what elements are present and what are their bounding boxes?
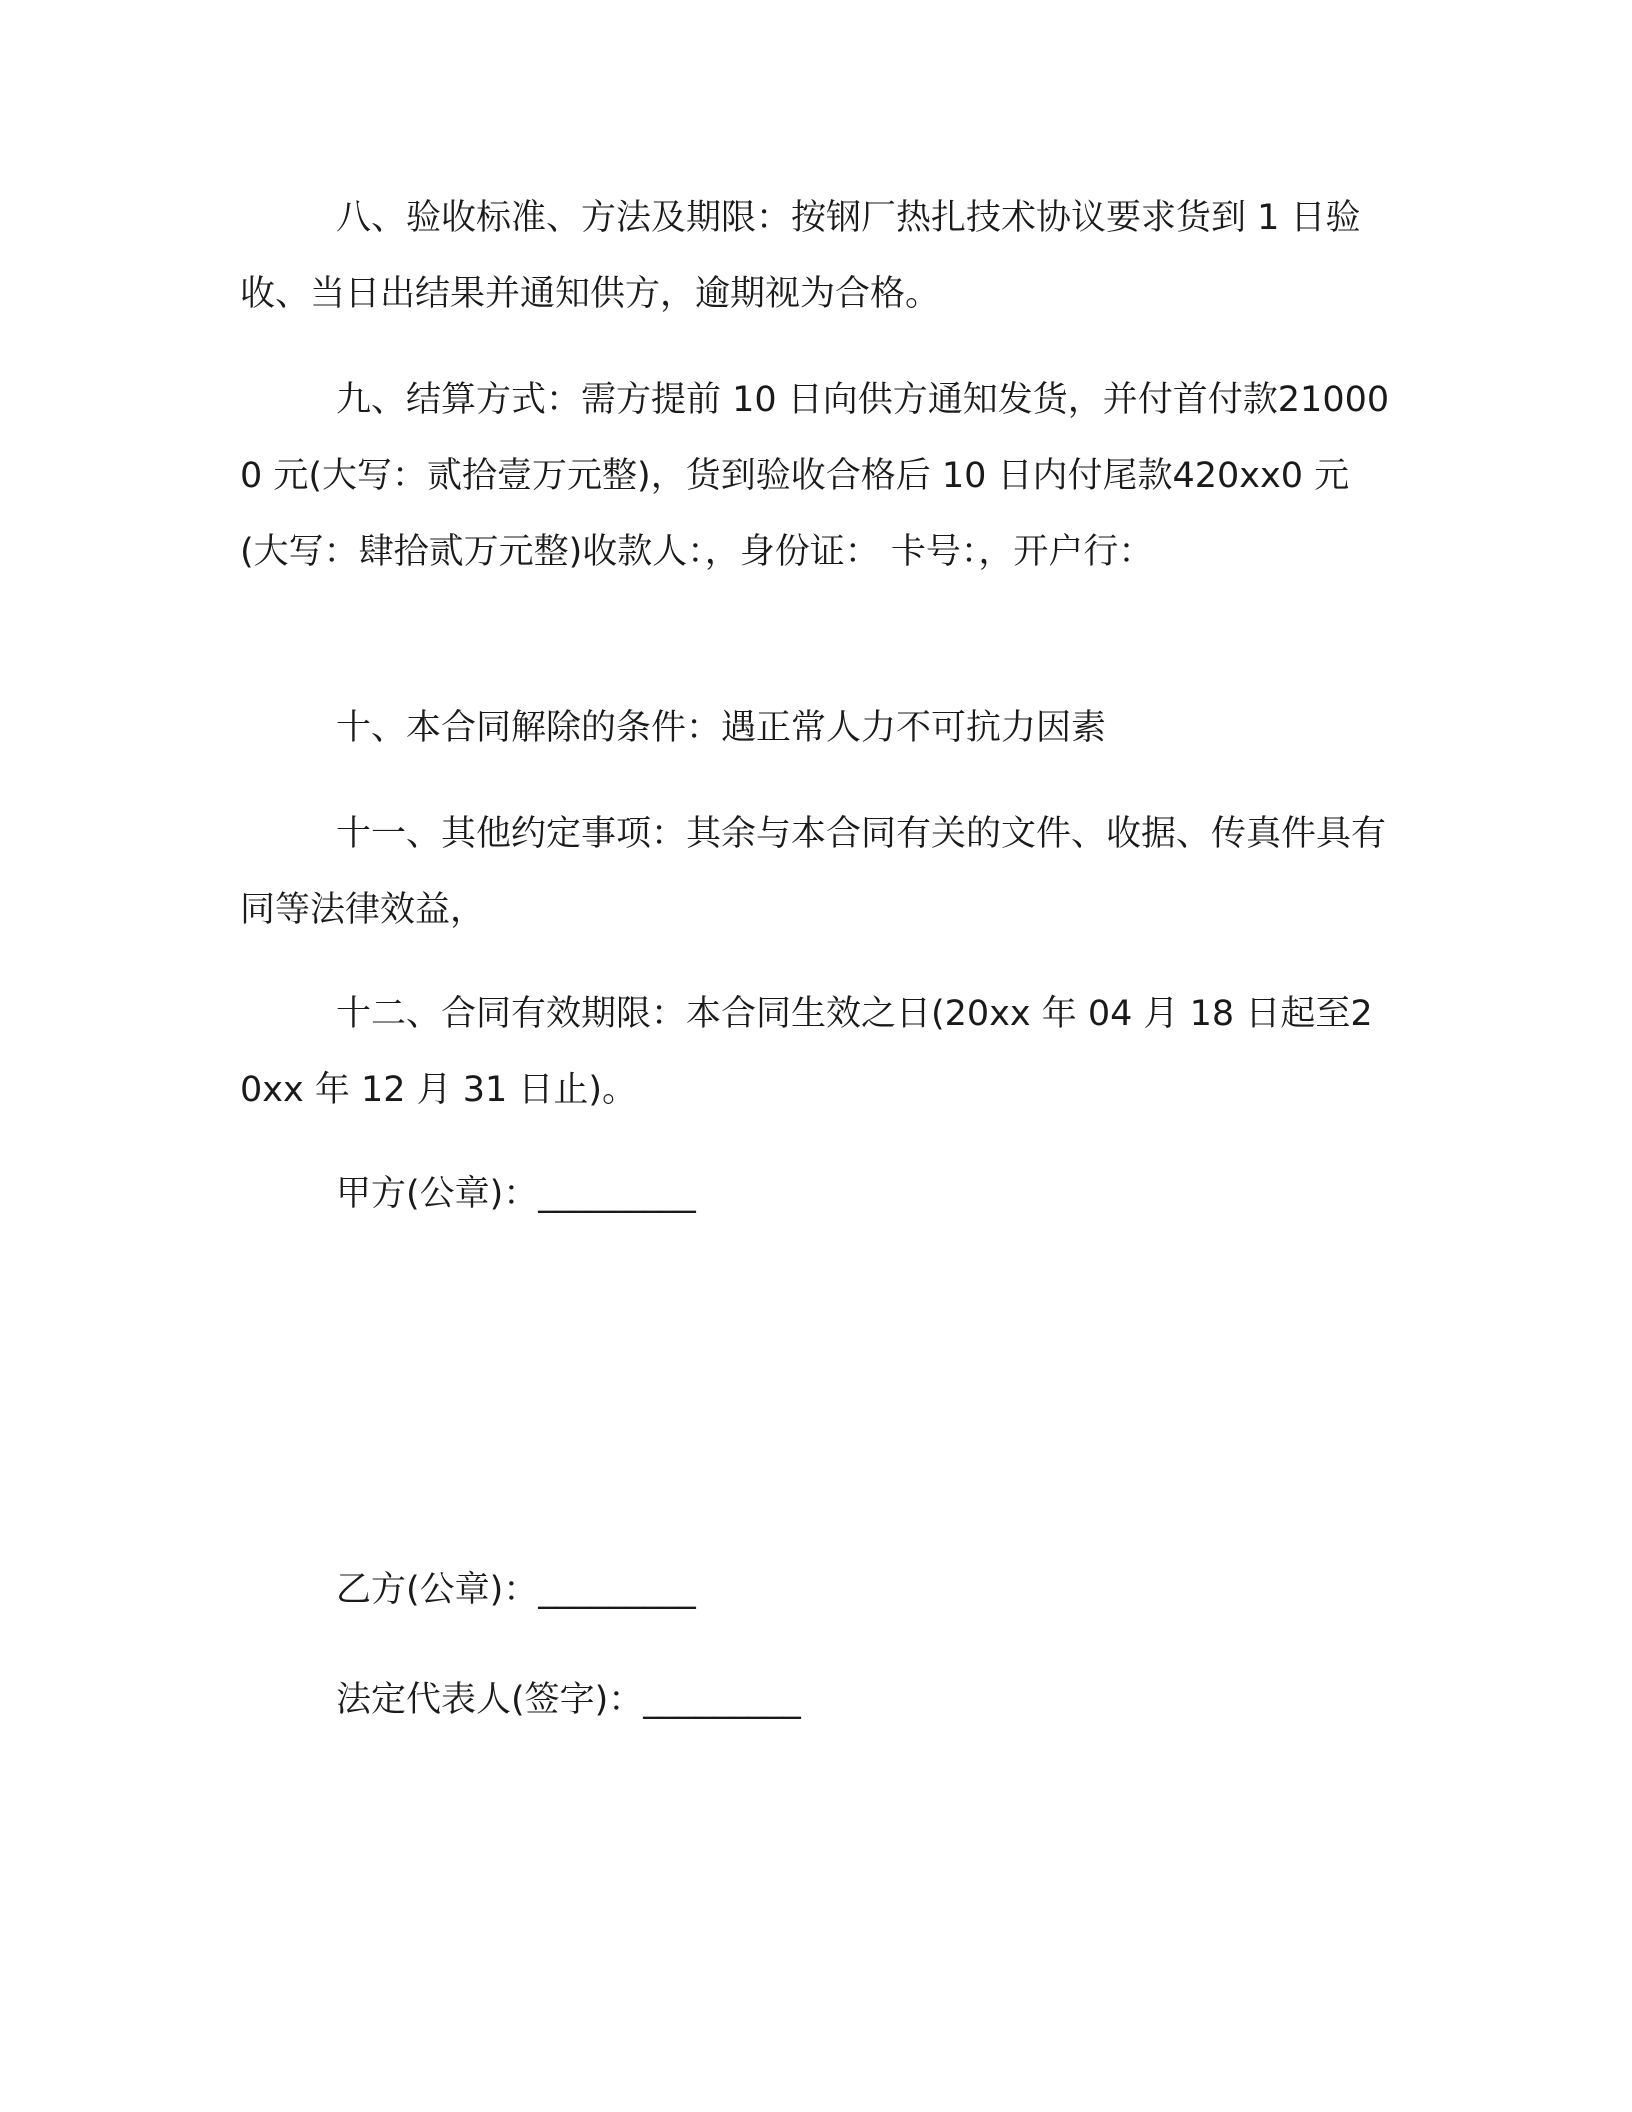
party-b-signature-line: 乙方(公章)：_________	[336, 1570, 696, 1610]
legal-rep-signature-line: 法定代表人(签字)：_________	[336, 1680, 801, 1720]
clause-11-text: 十一、其他约定事项：其余与本合同有关的文件、收据、传真件具有同等法律效益，	[240, 814, 1387, 930]
clause-9-text: 九、结算方式：需方提前 10 日向供方通知发货，并付首付款210000 元(大写：贰拾壹万元整)，货到验收合格后 10 日内付尾款420xx0 元(大写：肆拾贰万元整)收款人：，身份证： 卡号：，开户行：	[240, 380, 1390, 572]
clause-8-text: 八、验收标准、方法及期限：按钢厂热扎技术协议要求货到 1 日验收、当日出结果并通知供方，逾期视为合格。	[240, 198, 1361, 314]
document-page	[240, 0, 1390, 2112]
clause-10-text: 十、本合同解除的条件：遇正常人力不可抗力因素	[336, 708, 1107, 748]
clause-12-text: 十二、合同有效期限：本合同生效之日(20xx 年 04 月 18 日起至20xx 年 12 月 31 日止)。	[240, 994, 1373, 1110]
party-a-signature-line: 甲方(公章)：_________	[336, 1174, 696, 1214]
